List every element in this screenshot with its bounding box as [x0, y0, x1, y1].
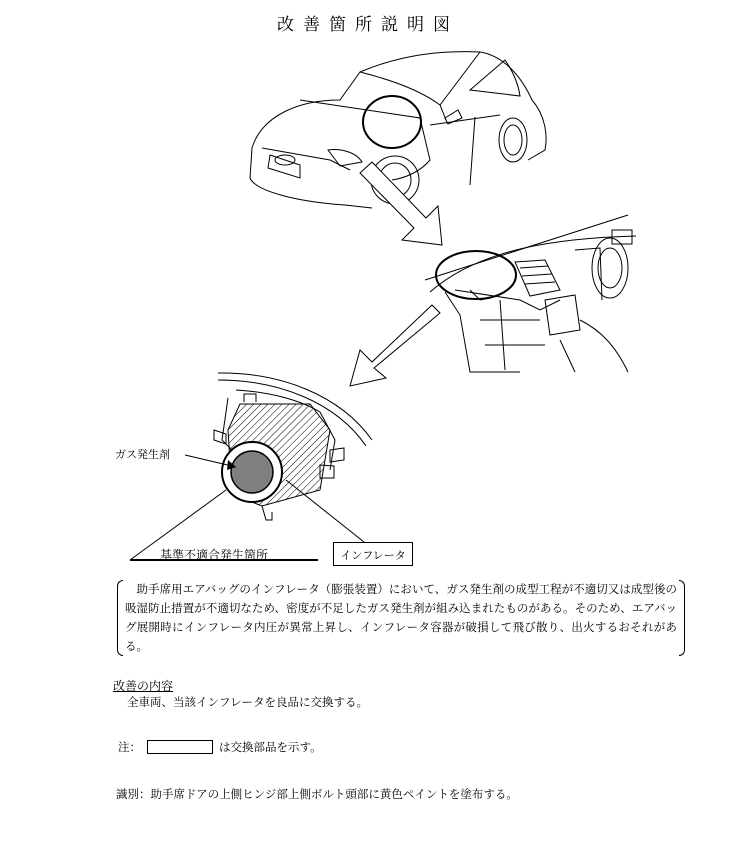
- zoom-arrow-1: [360, 162, 442, 245]
- car-exterior-drawing: [250, 52, 546, 208]
- improvement-body: 全車両、当該インフレータを良品に交換する。: [127, 695, 369, 709]
- inflator-leader: [286, 480, 364, 542]
- replacement-part-legend-box: [147, 740, 213, 754]
- note-suffix: は交換部品を示す。: [219, 740, 322, 754]
- nonconformity-label: 基準不適合発生箇所: [160, 548, 269, 562]
- description-text: 助手席用エアバッグのインフレータ（膨張装置）において、ガス発生剤の成型工程が不適切又は成型後の吸湿防止措置が不適切なため、密度が不足したガス発生剤が組み込まれたものがある。そのため、エアバッグ展開時にインフレータ内圧が異常上昇し、インフレータ容器が破損して飛び散り、出火するおそれがある。: [125, 582, 677, 653]
- left-bracket: [117, 580, 123, 656]
- note: [118, 739, 322, 755]
- improvement-heading: 改善の内容: [113, 679, 174, 693]
- note-prefix: 注：: [118, 740, 141, 754]
- gas-generant-label: ガス発生剤: [115, 448, 170, 461]
- page-title: 改善箇所説明図: [277, 15, 459, 35]
- dashboard-drawing: [425, 215, 636, 372]
- zoom-arrow-2: [350, 305, 440, 386]
- dashboard-highlight-circle: [436, 251, 516, 299]
- description-block: [125, 580, 677, 656]
- inflator-label-box: [333, 542, 413, 566]
- right-bracket: [679, 580, 685, 656]
- exterior-highlight-circle: [363, 96, 421, 148]
- inflator-label: インフレータ: [340, 549, 406, 562]
- gas-generant: [231, 451, 273, 493]
- identification-text: 識別：助手席ドアの上側ヒンジ部上側ボルト頭部に黄色ペイントを塗布する。: [116, 787, 518, 801]
